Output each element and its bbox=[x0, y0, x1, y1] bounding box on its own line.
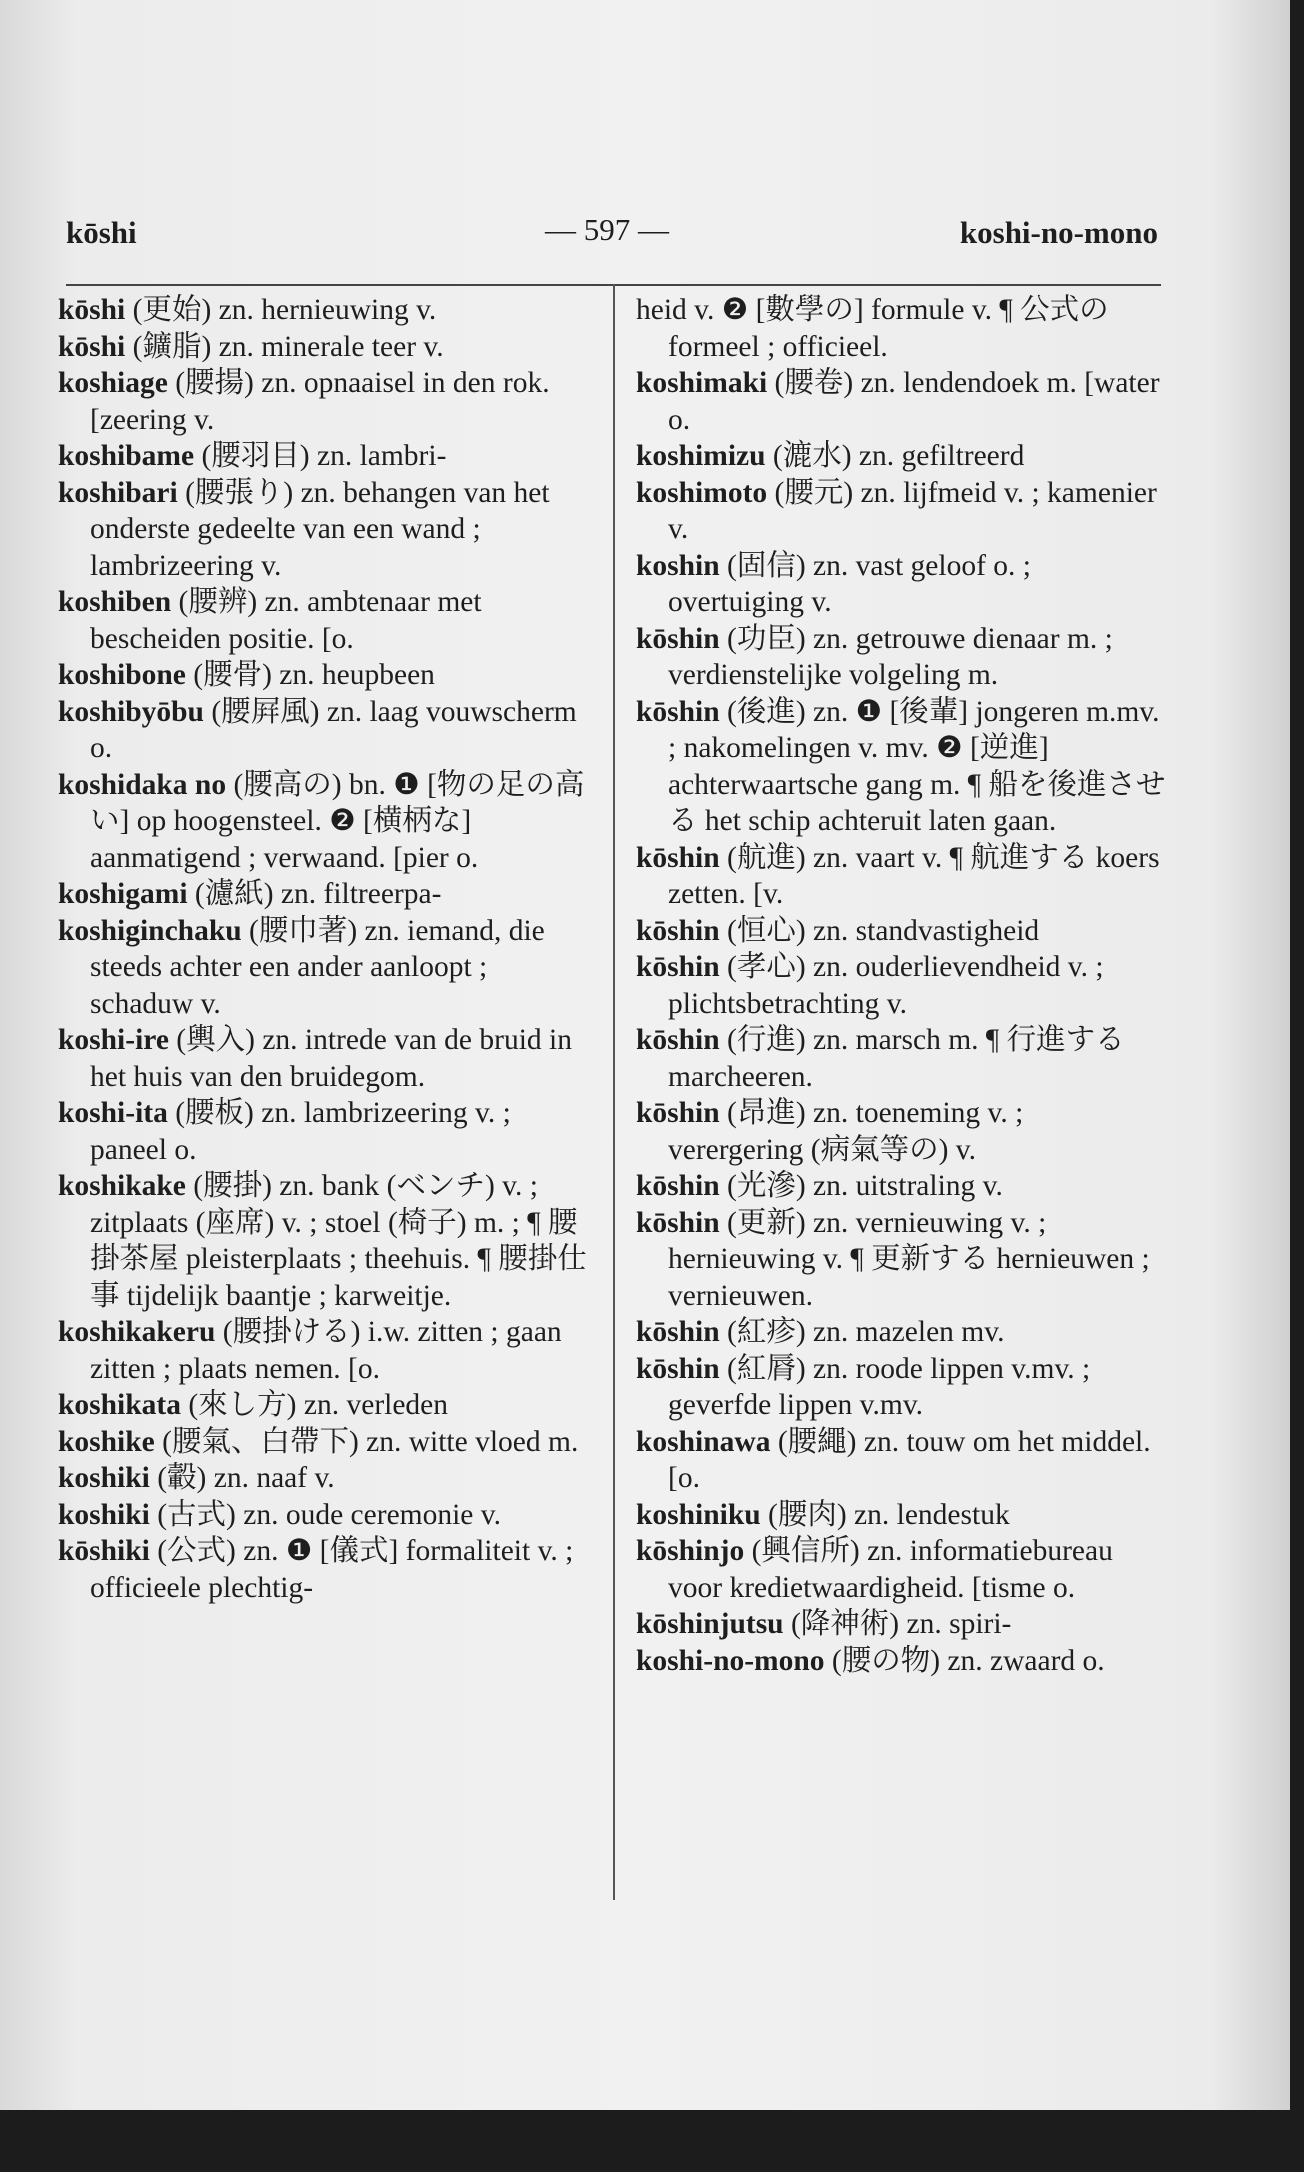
entry-headword: koshi-ire bbox=[58, 1024, 169, 1056]
column-separator bbox=[613, 284, 615, 1900]
entry-headword: koshinawa bbox=[636, 1425, 771, 1458]
dictionary-entry bbox=[636, 292, 1166, 365]
dictionary-entry bbox=[58, 913, 593, 1023]
entry-headword: kōshiki bbox=[58, 1535, 150, 1567]
entry-headword: koshiki bbox=[58, 1498, 150, 1531]
entry-definition: (固信) zn. vast geloof o. ; overtuiging v. bbox=[668, 549, 1031, 618]
entry-headword: koshi-no-mono bbox=[636, 1644, 825, 1677]
dictionary-entry bbox=[58, 1095, 593, 1168]
dictionary-entry bbox=[58, 1314, 593, 1387]
dictionary-entry bbox=[58, 657, 593, 694]
entry-headword: koshiki bbox=[58, 1462, 150, 1494]
entry-headword: koshi-ita bbox=[58, 1097, 168, 1129]
entry-definition: (腰屛風) zn. laag vouwscherm o. bbox=[90, 695, 577, 764]
entry-definition: (興信所) zn. informatiebureau voor kredietwaardigheid. [tisme o. bbox=[668, 1535, 1113, 1604]
dictionary-entry bbox=[636, 1351, 1166, 1424]
entry-definition: (腰繩) zn. touw om het middel. [o. bbox=[668, 1425, 1151, 1494]
right-column bbox=[636, 292, 1166, 1679]
entry-definition: (腰巾著) zn. iemand, die steeds achter een ander aanloopt ; schaduw v. bbox=[90, 914, 545, 1020]
dictionary-entry bbox=[58, 1387, 593, 1424]
entry-definition: (行進) zn. marsch m. ¶ 行進する marcheeren. bbox=[668, 1024, 1125, 1093]
dictionary-entry bbox=[636, 1205, 1166, 1315]
entry-headword: koshikata bbox=[58, 1389, 181, 1421]
entry-headword: kōshin bbox=[636, 1316, 720, 1348]
entry-definition: (腰板) zn. lambrizeering v. ; paneel o. bbox=[90, 1097, 511, 1166]
entry-headword: kōshin bbox=[636, 1352, 720, 1385]
dictionary-entry bbox=[636, 1022, 1166, 1095]
entry-definition: (腰肉) zn. lendestuk bbox=[760, 1498, 1010, 1531]
entry-definition: (濾紙) zn. filtreerpa- bbox=[187, 878, 442, 910]
entry-definition: (更新) zn. vernieuwing v. ; hernieuwing v. ¶ 更新する hernieuwen ; vernieuwen. bbox=[668, 1206, 1150, 1312]
entry-definition: (孝心) zn. ouderlievendheid v. ; plichtsbetrachting v. bbox=[668, 951, 1104, 1020]
dictionary-entry bbox=[636, 1424, 1166, 1497]
entry-definition: (腰骨) zn. heupbeen bbox=[185, 659, 435, 691]
running-head-right: koshi-no-mono bbox=[959, 215, 1158, 250]
entry-headword: koshiage bbox=[58, 367, 168, 399]
entry-definition: heid v. ❷ [數學の] formule v. ¶ 公式の formeel ; officieel. bbox=[636, 294, 1109, 363]
dictionary-entry bbox=[636, 1497, 1166, 1534]
entry-definition: (古式) zn. oude ceremonie v. bbox=[149, 1498, 501, 1531]
page-number: — 597 — bbox=[545, 212, 669, 247]
dictionary-entry bbox=[636, 694, 1166, 840]
entry-headword: kōshin bbox=[636, 841, 720, 874]
running-head-left: kōshi bbox=[66, 215, 137, 250]
dictionary-entry bbox=[636, 949, 1166, 1022]
dictionary-entry bbox=[58, 475, 593, 585]
dictionary-entry bbox=[636, 438, 1166, 475]
entry-definition: (腰辨) zn. ambtenaar met bescheiden positie. [o. bbox=[90, 586, 482, 655]
entry-headword: koshimoto bbox=[636, 476, 768, 509]
dictionary-entry bbox=[636, 1314, 1166, 1351]
entry-headword: kōshi bbox=[58, 294, 126, 326]
entry-headword: koshibyōbu bbox=[58, 695, 204, 728]
entry-headword: koshiniku bbox=[636, 1498, 761, 1531]
dictionary-entry bbox=[636, 1533, 1166, 1606]
dictionary-entry bbox=[58, 1533, 593, 1606]
entry-headword: kōshin bbox=[636, 1024, 720, 1056]
dictionary-entry bbox=[58, 1497, 593, 1534]
entry-definition: (紅脣) zn. roode lippen v.mv. ; geverfde lippen v.mv. bbox=[668, 1352, 1091, 1421]
dictionary-entry bbox=[58, 438, 593, 475]
dictionary-entry bbox=[58, 292, 593, 329]
entry-definition: (腰張り) zn. behangen van het onderste gedeelte van een wand ; lambrizeering v. bbox=[90, 476, 550, 582]
dictionary-entry bbox=[636, 840, 1166, 913]
entry-definition: (腰高の) bn. ❶ [物の足の高い] op hoogensteel. ❷ [横柄な] aanmatigend ; verwaand. [pier o. bbox=[90, 768, 585, 874]
entry-definition: (恒心) zn. standvastigheid bbox=[719, 914, 1040, 947]
entry-headword: koshimaki bbox=[636, 367, 768, 399]
dictionary-entry bbox=[58, 1022, 593, 1095]
entry-headword: kōshin bbox=[636, 1097, 720, 1129]
dictionary-entry bbox=[636, 913, 1166, 950]
dictionary-entry bbox=[636, 621, 1166, 694]
entry-definition: (腰氣、白帶下) zn. witte vloed m. bbox=[154, 1425, 579, 1458]
entry-definition: (腰掛ける) i.w. zitten ; gaan zitten ; plaats nemen. [o. bbox=[90, 1316, 562, 1385]
entry-headword: kōshin bbox=[636, 1170, 720, 1202]
dictionary-entry bbox=[636, 1168, 1166, 1205]
entry-headword: koshiben bbox=[58, 586, 172, 618]
dictionary-entry bbox=[58, 1460, 593, 1497]
entry-headword: koshikakeru bbox=[58, 1316, 216, 1348]
dictionary-entry bbox=[58, 1424, 593, 1461]
entry-headword: koshibone bbox=[58, 659, 186, 691]
entry-definition: (後進) zn. ❶ [後輩] jongeren m.mv. ; nakomelingen v. mv. ❷ [逆進] achterwaartsche gang m. ¶ 船を後進させる het schip achteruit laten gaan. bbox=[668, 695, 1166, 837]
entry-headword: koshimizu bbox=[636, 440, 766, 472]
dictionary-entry bbox=[58, 767, 593, 877]
entry-definition: (公式) zn. ❶ [儀式] formaliteit v. ; officieele plechtig- bbox=[90, 1535, 574, 1604]
entry-definition: (輿入) zn. intrede van de bruid in het huis van den bruidegom. bbox=[90, 1024, 572, 1093]
entry-definition: (更始) zn. hernieuwing v. bbox=[125, 294, 437, 326]
dictionary-entry bbox=[58, 1168, 593, 1314]
dictionary-entry bbox=[636, 365, 1166, 438]
entry-headword: koshin bbox=[636, 549, 720, 582]
left-column bbox=[58, 292, 593, 1606]
entry-headword: koshibari bbox=[58, 476, 178, 509]
dictionary-entry bbox=[636, 548, 1166, 621]
entry-definition: (腰揚) zn. opnaaisel in den rok. [zeering v. bbox=[90, 367, 550, 436]
dictionary-entry bbox=[58, 584, 593, 657]
entry-headword: koshikake bbox=[58, 1170, 186, 1202]
entry-headword: koshiginchaku bbox=[58, 914, 242, 947]
entry-headword: koshidaka no bbox=[58, 768, 227, 801]
entry-definition: (功臣) zn. getrouwe dienaar m. ; verdienstelijke volgeling m. bbox=[668, 622, 1113, 691]
entry-headword: kōshin bbox=[636, 622, 720, 655]
entry-definition: (腰羽目) zn. lambri- bbox=[194, 440, 447, 472]
entry-headword: koshigami bbox=[58, 878, 188, 910]
entry-definition: (鑛脂) zn. minerale teer v. bbox=[125, 330, 444, 363]
entry-headword: kōshinjo bbox=[636, 1535, 745, 1567]
dictionary-entry bbox=[58, 876, 593, 913]
dictionary-entry bbox=[636, 475, 1166, 548]
entry-headword: kōshin bbox=[636, 951, 720, 983]
entry-definition: (航進) zn. vaart v. ¶ 航進する koers zetten. [v. bbox=[668, 841, 1160, 910]
entry-definition: (轂) zn. naaf v. bbox=[149, 1462, 335, 1494]
entry-definition: (腰元) zn. lijfmeid v. ; kamenier v. bbox=[668, 476, 1157, 545]
entry-definition: (昂進) zn. toeneming v. ; verergering (病氣等の) v. bbox=[668, 1097, 1024, 1166]
dictionary-entry bbox=[58, 365, 593, 438]
dictionary-entry bbox=[58, 329, 593, 366]
dictionary-entry bbox=[636, 1606, 1166, 1643]
dictionary-entry bbox=[636, 1643, 1166, 1680]
entry-definition: (漉水) zn. gefiltreerd bbox=[765, 440, 1025, 472]
dictionary-entry bbox=[58, 694, 593, 767]
entry-headword: kōshin bbox=[636, 695, 720, 728]
entry-definition: (腰掛) zn. bank (ベンチ) v. ; zitplaats (座席) v. ; stoel (椅子) m. ; ¶ 腰掛茶屋 pleisterplaats ; theehuis. ¶ 腰掛仕事 tijdelijk baantje ; karweitje. bbox=[90, 1170, 587, 1312]
entry-headword: kōshin bbox=[636, 914, 720, 947]
entry-definition: (腰卷) zn. lendendoek m. [water o. bbox=[668, 367, 1160, 436]
entry-headword: kōshi bbox=[58, 330, 126, 363]
entry-definition: (來し方) zn. verleden bbox=[180, 1389, 449, 1421]
entry-definition: (光滲) zn. uitstraling v. bbox=[719, 1170, 1003, 1202]
entry-headword: kōshin bbox=[636, 1206, 720, 1239]
entry-definition: (降神術) zn. spiri- bbox=[783, 1608, 1012, 1640]
entry-definition: (紅疹) zn. mazelen mv. bbox=[719, 1316, 1005, 1348]
entry-definition: (腰の物) zn. zwaard o. bbox=[824, 1644, 1105, 1677]
entry-headword: kōshinjutsu bbox=[636, 1608, 784, 1640]
dictionary-entry bbox=[636, 1095, 1166, 1168]
entry-headword: koshike bbox=[58, 1425, 155, 1458]
entry-headword: koshibame bbox=[58, 440, 195, 472]
